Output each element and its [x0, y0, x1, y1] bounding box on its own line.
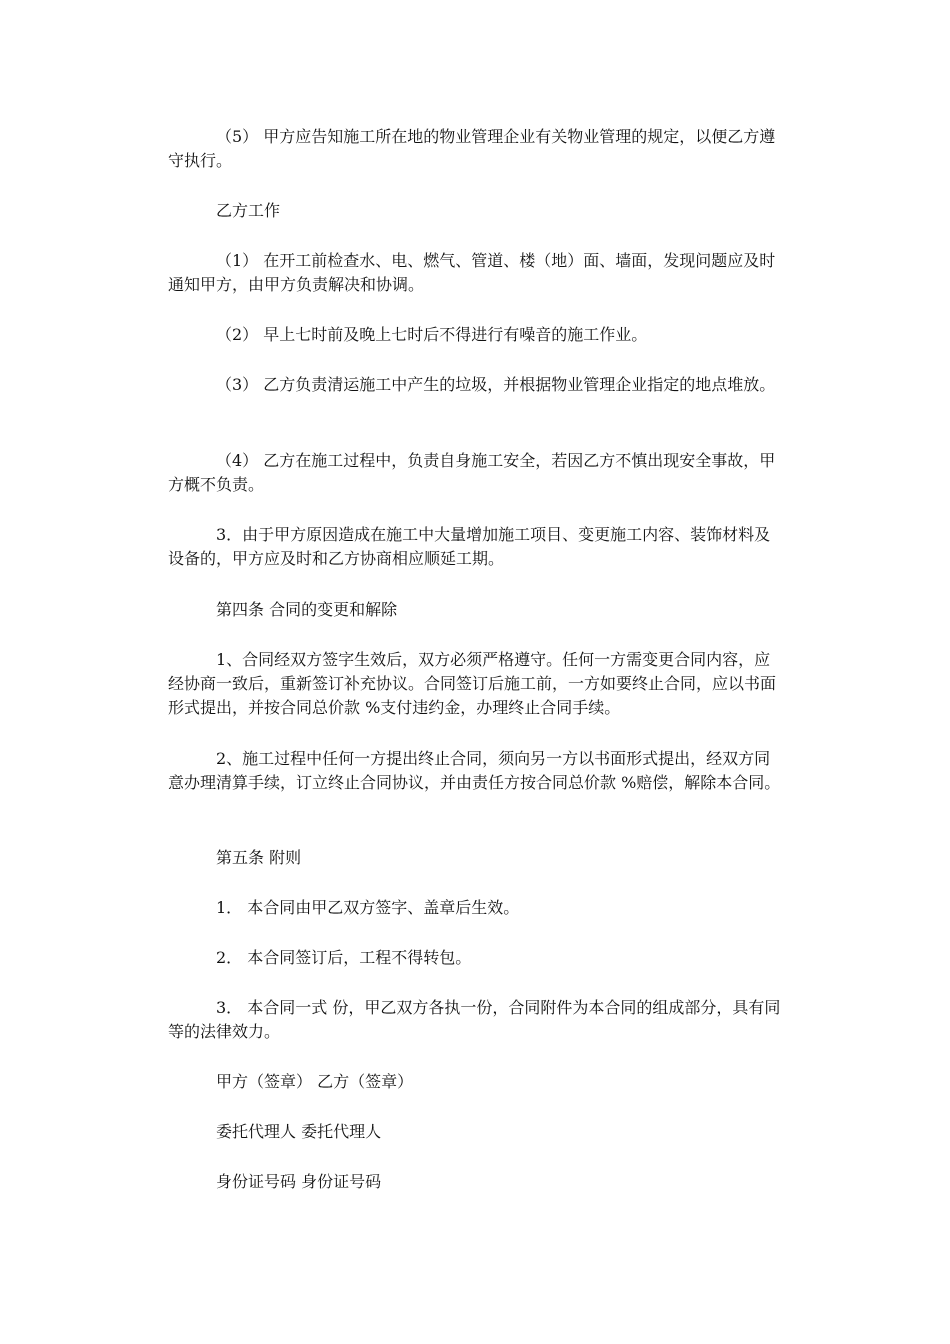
clause-party-a-5: （5） 甲方应告知施工所在地的物业管理企业有关物业管理的规定，以便乙方遵守执行。 [168, 127, 776, 170]
clause-party-b-1: （1） 在开工前检查水、电、燃气、管道、楼（地）面、墙面，发现问题应及时通知甲方，由甲方负责解决和协调。 [168, 251, 776, 294]
article-4-clause-2: 2、施工过程中任何一方提出终止合同，须向另一方以书面形式提出，经双方同意办理清算手续，订立终止合同协议，并由责任方按合同总价款 %赔偿，解除本合同。 [168, 749, 781, 792]
clause-party-b-4: （4） 乙方在施工过程中，负责自身施工安全，若因乙方不慎出现安全事故，甲方概不负责。 [168, 451, 776, 494]
id-number-line: 身份证号码 身份证号码 [216, 1172, 382, 1191]
article-5-clause-3: 3． 本合同一式 份，甲乙双方各执一份，合同附件为本合同的组成部分，具有同等的法律效力。 [168, 998, 781, 1041]
clause-3-delay: 3．由于甲方原因造成在施工中大量增加施工项目、变更施工内容、装饰材料及设备的，甲方应及时和乙方协商相应顺延工期。 [168, 525, 771, 568]
clause-party-b-2: （2） 早上七时前及晚上七时后不得进行有噪音的施工作业。 [216, 325, 648, 344]
section-heading-party-b-work: 乙方工作 [216, 201, 281, 220]
article-5-heading: 第五条 附则 [216, 848, 302, 867]
signature-line: 甲方（签章） 乙方（签章） [216, 1072, 414, 1091]
article-5-clause-2: 2． 本合同签订后，工程不得转包。 [216, 948, 472, 967]
article-4-heading: 第四条 合同的变更和解除 [216, 600, 398, 619]
article-5-clause-1: 1． 本合同由甲乙双方签字、盖章后生效。 [216, 898, 520, 917]
article-4-clause-1: 1、合同经双方签字生效后，双方必须严格遵守。任何一方需变更合同内容，应经协商一致后，重新签订补充协议。合同签订后施工前，一方如要终止合同，应以书面形式提出，并按合同总价款 %支付违约金，办理终止合同手续。 [168, 650, 777, 717]
clause-party-b-3: （3） 乙方负责清运施工中产生的垃圾，并根据物业管理企业指定的地点堆放。 [216, 375, 776, 394]
agent-line: 委托代理人 委托代理人 [216, 1122, 382, 1141]
